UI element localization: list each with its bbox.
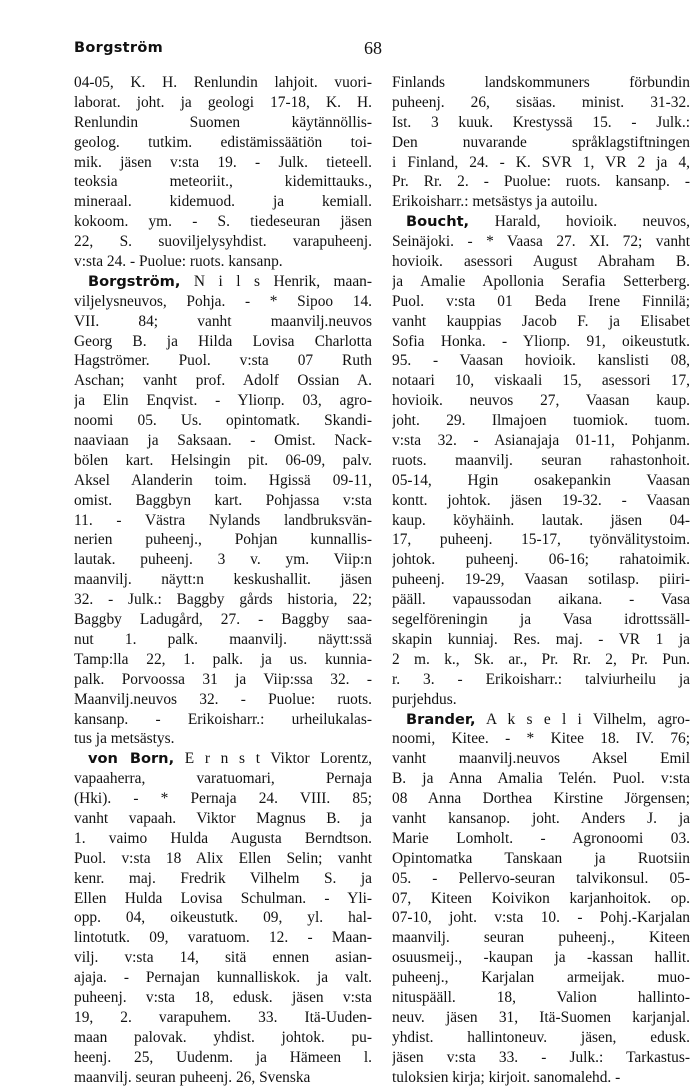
text-line: (Hki). - * Pernaja 24. VIII. 85; xyxy=(74,790,372,808)
text-line: kenr. maj. Fredrik Vilhelm S. ja xyxy=(74,869,372,887)
text-line: vanht kauppias Jacob F. ja Elisabet xyxy=(392,312,690,330)
entry-headword: Boucht, xyxy=(406,213,470,231)
text-line: osuusmeij., -kaupan ja -kassan hallit. xyxy=(392,949,690,967)
text-line: neuv. jäsen 31, Itä-Suomen karjanjal. xyxy=(392,1008,690,1026)
text-line: viljelysneuvos, Pohja. - * Sipoo 14. xyxy=(74,292,372,310)
text-line: maanvilj. näytt:n keskushallit. jäsen xyxy=(74,571,372,589)
text-line: ja Amalie Apollonia Serafia Setterberg. xyxy=(392,272,690,290)
text-line: Baggby Ladugård, 27. - Baggby saa- xyxy=(74,611,372,629)
text-line: kokoom. ym. - S. tiedeseuran jäsen xyxy=(74,213,372,231)
running-head: Borgström xyxy=(74,40,164,56)
text-line: Pr. Rr. 2. - Puolue: ruots. kansanp. - xyxy=(392,173,690,191)
text-line: r. 3. - Erikoisharr.: talviurheilu ja xyxy=(392,670,690,688)
text-line: maan palovak. yhdist. johtok. pu- xyxy=(74,1028,372,1046)
text-line: 1. vaimo Hulda Augusta Berndtson. xyxy=(74,829,372,847)
text-line: noomi 05. Us. opintomatk. Skandi- xyxy=(74,412,372,430)
text-line: Aschan; vanht prof. Adolf Ossian A. xyxy=(74,372,372,390)
text-line: vanht vapaah. Viktor Magnus B. ja xyxy=(74,809,372,827)
entry-headword: von Born, xyxy=(88,750,175,768)
text-line: bölen kart. Helsingin pit. 06-09, palv. xyxy=(74,451,372,469)
text-line: notaari 10, viskaali 15, asessori 17, xyxy=(392,372,690,390)
text-line: Ist. 3 kuuk. Krestyssä 15. - Julk.: xyxy=(392,113,690,131)
text-line: 22, S. suoviljelysyhdist. varapuheenj. xyxy=(74,233,372,251)
text-line: puheenj. 26, sisäas. minist. 31-32. xyxy=(392,93,690,111)
text-line: Finlands landskommuners förbundin xyxy=(392,74,690,91)
text-line: 05. - Pellervo-seuran talvikonsul. 05- xyxy=(392,869,690,887)
text-line: v:sta 24. - Puolue: ruots. kansanp. xyxy=(74,253,283,271)
text-line: vanht maanvilj.neuvos Aksel Emil xyxy=(392,750,690,768)
text-line: maanvilj. seuran puheenj., Kiteen xyxy=(392,929,690,947)
page-header xyxy=(74,40,656,64)
text-line: Opintomatka Tanskaan ja Ruotsiin xyxy=(392,849,690,867)
text-line: lintotutk. 09, varatuom. 12. - Maan- xyxy=(74,929,372,947)
text-line: Marie Lomholt. - Agronoomi 03. xyxy=(392,829,690,847)
text-line: 2 m. k., Sk. ar., Pr. Rr. 2, Pr. Pun. xyxy=(392,650,690,668)
text-line: purjehdus. xyxy=(392,690,457,708)
text-line: Georg B. ja Hilda Lovisa Charlotta xyxy=(74,332,372,350)
text-line: v:sta 32. - Asianajaja 01-11, Pohjanm. xyxy=(392,432,690,450)
text-line: Maanvilj.neuvos 32. - Puolue: ruots. xyxy=(74,690,372,708)
text-line: 07-10, joht. v:sta 10. - Pohj.-Karjalan xyxy=(392,909,690,927)
text-line: 11. - Västra Nylands landbruksvän- xyxy=(74,511,372,529)
text-line: Aksel Alanderin toim. Hgissä 09-11, xyxy=(74,471,372,489)
text-line: tus ja metsästys. xyxy=(74,730,175,748)
text-line: 05-14, Hgin osakepankin Vaasan xyxy=(392,471,690,489)
text-line: heenj. 25, Uudenm. ja Hämeen l. xyxy=(74,1048,372,1066)
text-line: Brander, A k s e l i Vilhelm, agro- xyxy=(406,710,690,728)
text-line: ruots. maanvilj. seuran rahastonhoit. xyxy=(392,451,690,469)
text-line: Seinäjoki. - * Vaasa 27. XI. 72; vanht xyxy=(392,233,690,251)
text-line: segelföreningin ja Vasa idrottssäll- xyxy=(392,611,690,629)
text-line: Boucht, Harald, hovioik. neuvos, xyxy=(406,213,690,231)
text-line: naaviaan ja Saksaan. - Omist. Nack- xyxy=(74,432,372,450)
text-line: vanht kansanop. joht. Anders J. ja xyxy=(392,809,690,827)
text-line: lautak. puheenj. 3 v. ym. Viip:n xyxy=(74,551,372,569)
text-line: vilj. v:sta 14, sitä ennen asian- xyxy=(74,949,372,967)
text-line: omist. Baggbyn kart. Pohjassa v:sta xyxy=(74,491,372,509)
text-line: kaup. köyhäinh. lautak. jäsen 04- xyxy=(392,511,690,529)
text-line: johtok. puheenj. 06-16; rahatoimik. xyxy=(392,551,690,569)
text-line: Renlundin Suomen käytännöllis- xyxy=(74,113,372,131)
text-line: kontt. johtok. jäsen 19-32. - Vaasan xyxy=(392,491,690,509)
text-line: hovioik. neuvos 27, Vaasan kaup. xyxy=(392,392,690,410)
text-line: Ellen Hulda Lovisa Schulman. - Yli- xyxy=(74,889,372,907)
text-line: opp. 04, oikeustutk. 09, yl. hal- xyxy=(74,909,372,927)
text-line: nut 1. palk. maanvilj. näytt:ssä xyxy=(74,630,372,648)
page-number: 68 xyxy=(364,38,382,58)
text-line: jäsen v:sta 33. - Julk.: Tarkastus- xyxy=(392,1048,690,1066)
text-line: Sofia Honka. - Ylioпp. 91, oikeustutk. xyxy=(392,332,690,350)
text-line: Erikoisharr.: metsästys ja autoilu. xyxy=(392,193,598,211)
text-line: von Born, E r n s t Viktor Lorentz, xyxy=(88,750,372,768)
text-line: palk. Porvoossa 31 ja Viip:ssa 32. - xyxy=(74,670,372,688)
text-line: ja Elin Enqvist. - Ylioпp. 03, agro- xyxy=(74,392,372,410)
text-line: 08 Anna Dorthea Kirstine Jörgensen; xyxy=(392,790,690,808)
text-line: ajaja. - Pernajan kunnalliskok. ja valt. xyxy=(74,969,372,987)
text-line: teoksia meteoriit., kidemittauks., xyxy=(74,173,372,191)
text-line: laborat. joht. ja geologi 17-18, K. H. xyxy=(74,93,372,111)
text-line: geolog. tutkim. edistämissäätiön toi- xyxy=(74,133,372,151)
entry-headword: Borgström, xyxy=(88,272,181,290)
text-line: yhdist. hallintoneuv. jäsen, edusk. xyxy=(392,1028,690,1046)
text-line: B. ja Anna Amalia Telén. Puol. v:sta xyxy=(392,770,690,788)
text-line: Puol. v:sta 18 Alix Ellen Selin; vanht xyxy=(74,849,372,867)
text-line: Den nuvarande språklagstiftningen xyxy=(392,133,690,151)
text-line: 95. - Vaasan hovioik. kanslisti 08, xyxy=(392,352,690,370)
text-line: puheenj. v:sta 18, edusk. jäsen v:sta xyxy=(74,988,372,1006)
text-line: pääll. vapaussodan aikana. - Vasa xyxy=(392,591,690,609)
text-line: noomi, Kitee. - * Kitee 18. IV. 76; xyxy=(392,730,690,748)
text-line: Tamp:lla 22, 1. palk. ja us. kunnia- xyxy=(74,650,372,668)
text-line: hovioik. asessori August Abraham B. xyxy=(392,253,690,271)
text-line: vapaaherra, varatuomari, Pernaja xyxy=(74,770,372,788)
text-line: Puol. v:sta 01 Beda Irene Finnilä; xyxy=(392,292,690,310)
text-line: 07, Kiteen Koivikon karjanhoitok. op. xyxy=(392,889,690,907)
text-line: nitusрääll. 18, Valion hallinto- xyxy=(392,988,690,1006)
text-line: maanvilj. seuran puheenj. 26, Svenska xyxy=(74,1068,311,1086)
text-line: joht. 29. Ilmajoen tuomiok. tuom. xyxy=(392,412,690,430)
text-line: puheenj. 19-29, Vaasan sotilasp. piiri- xyxy=(392,571,690,589)
entry-headword: Brander, xyxy=(406,710,476,728)
right-column xyxy=(392,73,690,1087)
text-line: mineraal. kidemuod. ja kemiall. xyxy=(74,193,372,211)
text-line: VII. 84; vanht maanvilj.neuvos xyxy=(74,312,372,330)
text-line: mik. jäsen v:sta 19. - Julk. tieteell. xyxy=(74,153,372,171)
text-line: i Finland, 24. - K. SVR 1, VR 2 ja 4, xyxy=(392,153,690,171)
text-line: 32. - Julk.: Baggby gårds historia, 22; xyxy=(74,591,372,609)
text-line: skapin kunniaj. Res. maj. - VR 1 ja xyxy=(392,630,690,648)
text-line: 04-05, K. H. Renlundin lahjoit. vuori- xyxy=(74,74,372,91)
text-line: kansanp. - Erikoisharr.: urheilukalas- xyxy=(74,710,372,728)
text-line: 17, puheenj. 15-17, työnvälitystoim. xyxy=(392,531,690,549)
text-line: tuloksien kirja; kirjoit. sanomalehd. - xyxy=(392,1068,621,1086)
text-line: 19, 2. varapuhem. 33. Itä-Uuden- xyxy=(74,1008,372,1026)
text-line: puheenj., Karjalan armeijak. muo- xyxy=(392,969,690,987)
text-line: Hagströmer. Puol. v:sta 07 Ruth xyxy=(74,352,372,370)
text-line: Borgström, N i l s Henrik, maan- xyxy=(88,272,372,290)
text-line: nerien puheenj., Pohjan kunnallis- xyxy=(74,531,372,549)
left-column xyxy=(74,73,372,1087)
